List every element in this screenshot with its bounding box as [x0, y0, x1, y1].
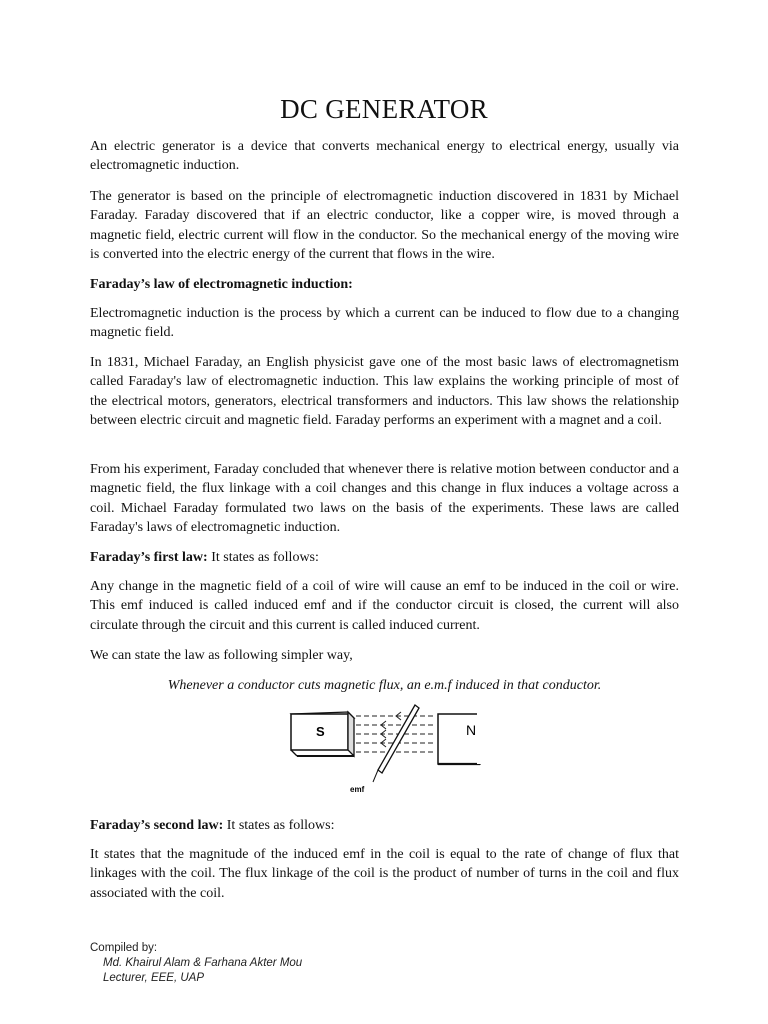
law-heading-text: Faraday’s law of electromagnetic induction:	[90, 277, 353, 292]
south-pole-label: S	[316, 724, 325, 739]
first-law-heading	[90, 548, 679, 567]
first-law-label: Faraday’s first law:	[90, 550, 208, 565]
position-line: Lecturer, EEE, UAP	[103, 972, 204, 984]
second-law-intro: It states as follows:	[223, 818, 335, 833]
faraday-history-paragraph: In 1831, Michael Faraday, an English physicist gave one of the most basic laws of electromagnetism called Faraday's law of electromagnetic induction. This law explains the working principle of most of the electrical motors, generators, electrical transformers and inductors. This law shows the relationship between electric circuit and magnetic field. Faraday performs an experiment with a magnet and a coil.	[90, 355, 679, 428]
induction-definition-paragraph: Electromagnetic induction is the process by which a current can be induced to flow due to a changing magnetic field.	[90, 306, 679, 341]
first-law-paragraph: Any change in the magnetic field of a coil of wire will cause an emf to be induced in the coil or wire. This emf induced is called induced emf and if the conductor circuit is closed, the current will also circulate through the circuit and this current is called induced current.	[90, 579, 679, 633]
footer-credits	[90, 941, 302, 986]
second-law-label: Faraday’s second law:	[90, 818, 224, 833]
magnet-conductor-figure	[288, 702, 488, 798]
experiment-paragraph: From his experiment, Faraday concluded that whenever there is relative motion between conductor and a magnetic field, the flux linkage with a coil changes and this change in flux induces a voltage across a coil. Michael Faraday formulated two laws on the basis of the experiments. These laws are called Faraday's laws of electromagnetic induction.	[90, 462, 679, 535]
principle-paragraph: The generator is based on the principle of electromagnetic induction discovered in 1831 by Michael Faraday. Faraday discovered that if an electric conductor, like a copper wire, is moved through a magnetic field, electric current will flow in the conductor. So the mechanical energy of the moving wire is converted into the electric energy of the current that flows in the wire.	[90, 189, 679, 262]
simpler-way-paragraph: We can state the law as following simpler way,	[90, 648, 353, 663]
north-pole-label: N	[466, 722, 477, 738]
intro-paragraph: An electric generator is a device that converts mechanical energy to electrical energy, usually via electromagnetic induction.	[90, 139, 679, 174]
second-law-paragraph: It states that the magnitude of the induced emf in the coil is equal to the rate of change of flux that linkages with the coil. The flux linkage of the coil is the product of number of turns in the coil and flux associated with the coil.	[90, 847, 679, 901]
north-pole-magnet	[438, 712, 480, 764]
compiled-by-label: Compiled by:	[90, 942, 158, 954]
first-law-intro: It states as follows:	[207, 550, 319, 565]
page-title: DC GENERATOR	[280, 94, 488, 124]
emf-label: emf	[350, 785, 365, 794]
second-law-heading	[90, 816, 679, 835]
moving-conductor	[350, 705, 419, 794]
law-heading	[90, 275, 679, 294]
south-pole-magnet	[291, 712, 354, 756]
authors-line: Md. Khairul Alam & Farhana Akter Mou	[103, 957, 303, 969]
law-statement: Whenever a conductor cuts magnetic flux, an e.m.f induced in that conductor.	[167, 678, 602, 693]
